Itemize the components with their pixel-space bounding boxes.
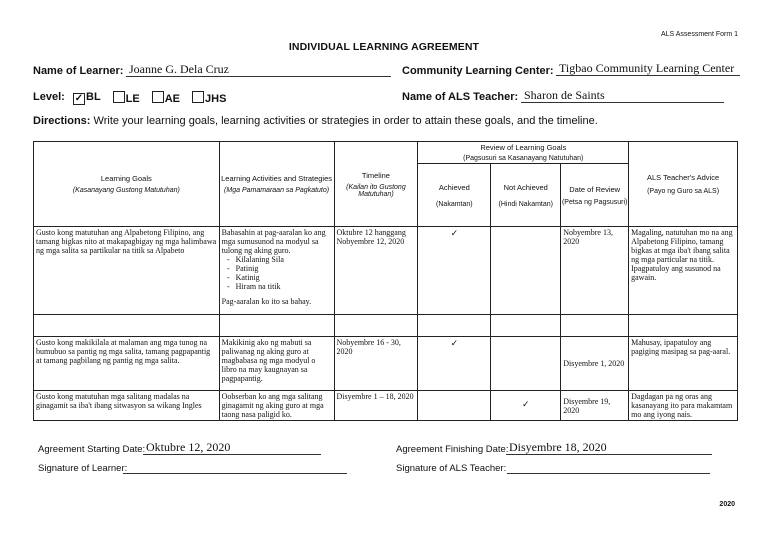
table-row (34, 391, 738, 421)
achieved-check-icon[interactable]: ✓ (418, 227, 491, 315)
advice-cell[interactable]: Mahusay, ipapatuloy ang pagiging masipag sa pag-aaral. (629, 337, 738, 391)
timeline-cell[interactable]: Oktubre 12 hanggang Nobyembre 12, 2020 (334, 227, 418, 315)
teacher-signature-field[interactable] (507, 461, 710, 474)
activity-cell[interactable]: Oobserban ko ang mga salitang ginagamit ng aking guro at mga taong nasa paligid ko. (219, 391, 334, 421)
teacher-signature-label: Signature of ALS Teacher: (396, 463, 507, 474)
level-options (73, 91, 226, 105)
learning-agreement-table (33, 141, 738, 421)
not-achieved-cell[interactable] (491, 227, 561, 315)
learner-name-field[interactable]: Joanne G. Dela Cruz (126, 62, 391, 77)
page-title: INDIVIDUAL LEARNING AGREEMENT (288, 41, 480, 53)
review-date-cell[interactable]: Disyembre 1, 2020 (561, 337, 629, 391)
level-option-jhs[interactable]: JHS (192, 91, 226, 105)
checkbox-icon[interactable] (152, 91, 164, 103)
level-option-ae[interactable]: AE (152, 91, 180, 105)
start-date-field[interactable]: Oktubre 12, 2020 (143, 440, 321, 455)
directions: Directions: Write your learning goals, learning activities or strategies in order to attain these goals, and the timeline. (33, 115, 598, 127)
review-date-cell[interactable]: Disyembre 19, 2020 (561, 391, 629, 421)
achieved-check-icon[interactable]: ✓ (418, 337, 491, 391)
learner-signature-label: Signature of Learner: (38, 463, 128, 474)
checkbox-icon[interactable] (192, 91, 204, 103)
empty-cell[interactable] (418, 315, 491, 337)
header-date-review: Date of Review (Petsa ng Pagsusuri) (561, 164, 629, 227)
clc-label: Community Learning Center: (402, 65, 554, 77)
goal-cell[interactable]: Gusto kong matutuhan mga salitang madalas na ginagamit sa iba't ibang sitwasyon sa wikang Ingles (34, 391, 220, 421)
checkbox-icon[interactable] (113, 91, 125, 103)
header-achieved: Achieved (Nakamtan) (418, 164, 491, 227)
header-activities: Learning Activities and Strategies (Mga Pamamaraan sa Pagkatuto) (219, 142, 334, 227)
level-option-bl[interactable]: ✓ BL (74, 91, 101, 104)
learner-label: Name of Learner: (33, 65, 124, 77)
header-not-achieved: Not Achieved (Hindi Nakamtan) (491, 164, 561, 227)
review-date-cell[interactable]: Nobyembre 13, 2020 (561, 227, 629, 315)
checkbox-checked-icon[interactable]: ✓ (74, 93, 84, 104)
empty-cell[interactable] (629, 315, 738, 337)
learner-signature-field[interactable] (123, 461, 347, 474)
not-achieved-check-icon[interactable]: ✓ (491, 391, 561, 421)
advice-cell[interactable]: Magaling, natutuhan mo na ang Alpabetong Filipino, tamang bigkas at mga iba't ibang salita ng mga particular na titik. Ipagpatuloy ang susunod na gawain. (629, 227, 738, 315)
level-option-le[interactable]: LE (113, 91, 140, 105)
header-learning-goals: Learning Goals (Kasanayang Gustong Matutuhan) (34, 142, 220, 227)
table-row (34, 337, 738, 391)
goal-cell[interactable]: Gusto kong matutuhan ang Alpabetong Filipino, ang tamang bigkas nito at makapagbigay ng mga halimbawa ng mga salita sa partikular na titik sa Alpabeto (34, 227, 220, 315)
timeline-cell[interactable]: Nobyembre 16 - 30, 2020 (334, 337, 418, 391)
level-label: Level: (33, 91, 65, 103)
empty-cell[interactable] (491, 315, 561, 337)
activity-cell[interactable]: Makikinig ako ng mabuti sa paliwanag ng aking guro at magbabasa ng mga modyul o libro na may kaugnayan sa pagpapantig. (219, 337, 334, 391)
finish-date-field[interactable]: Disyembre 18, 2020 (506, 440, 712, 455)
header-advice: ALS Teacher's Advice (Payo ng Guro sa ALS) (629, 142, 738, 227)
header-review: Review of Learning Goals (Pagsusuri sa Kasanayang Natutuhan) (418, 142, 629, 164)
teacher-name-field[interactable]: Sharon de Saints (521, 88, 724, 103)
clc-field[interactable]: Tigbao Community Learning Center (556, 61, 740, 76)
empty-cell[interactable] (334, 315, 418, 337)
empty-cell[interactable] (219, 315, 334, 337)
empty-cell[interactable] (561, 315, 629, 337)
table-row (34, 227, 738, 315)
header-timeline: Timeline (Kailan ito Gustong Matutuhan) (334, 142, 418, 227)
activity-cell[interactable]: Babasahin at pag-aaralan ko ang mga sumusunod na modyul sa tulong ng aking guro. - Kilalaning Sila - Patinig - Katinig - Hiram na titik Pag-aaralan ko ito sa bahay. (219, 227, 334, 315)
activity-list: - Kilalaning Sila - Patinig - Katinig - Hiram na titik (222, 255, 332, 291)
goal-cell[interactable]: Gusto kong makikilala at malaman ang mga tunog na bumubuo sa pantig ng mga salita, tamang pagpapantig at tamang pagbilang ng pantig ng mga salita. (34, 337, 220, 391)
timeline-cell[interactable]: Disyembre 1 – 18, 2020 (334, 391, 418, 421)
footer-year: 2020 (719, 501, 735, 508)
advice-cell[interactable]: Dagdagan pa ng oras ang kasanayang ito para makamtam mo ang iyong nais. (629, 391, 738, 421)
not-achieved-cell[interactable] (491, 337, 561, 391)
finish-date-label: Agreement Finishing Date: (396, 444, 509, 455)
achieved-cell[interactable] (418, 391, 491, 421)
table-row (34, 315, 738, 337)
empty-cell[interactable] (34, 315, 220, 337)
start-date-label: Agreement Starting Date: (38, 444, 146, 455)
form-number: ALS Assessment Form 1 (660, 31, 738, 38)
teacher-label: Name of ALS Teacher: (402, 91, 519, 103)
